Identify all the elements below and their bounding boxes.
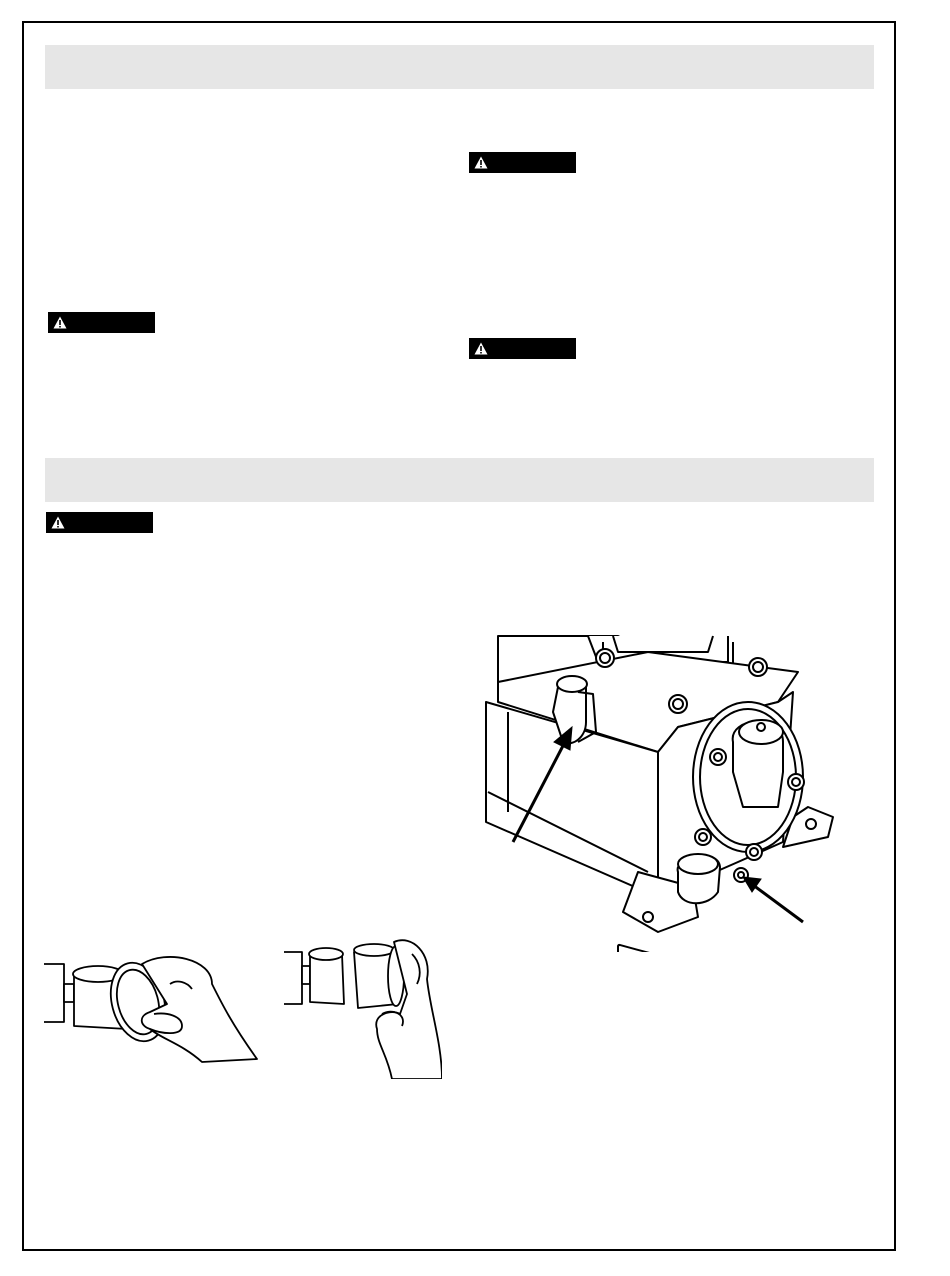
warning-badge-4 [46, 512, 153, 533]
section-header-1 [45, 45, 874, 89]
warning-badge-1 [48, 312, 155, 333]
warning-badge-2 [469, 152, 576, 173]
warning-badge-3 [469, 338, 576, 359]
compressor-pump-illustration [478, 632, 848, 952]
air-filter-element-illustration [282, 934, 442, 1079]
warning-triangle-icon [53, 316, 67, 329]
warning-triangle-icon [51, 516, 65, 529]
warning-triangle-icon [474, 342, 488, 355]
section-header-2 [45, 458, 874, 502]
warning-triangle-icon [474, 156, 488, 169]
air-filter-removal-illustration [42, 944, 264, 1064]
